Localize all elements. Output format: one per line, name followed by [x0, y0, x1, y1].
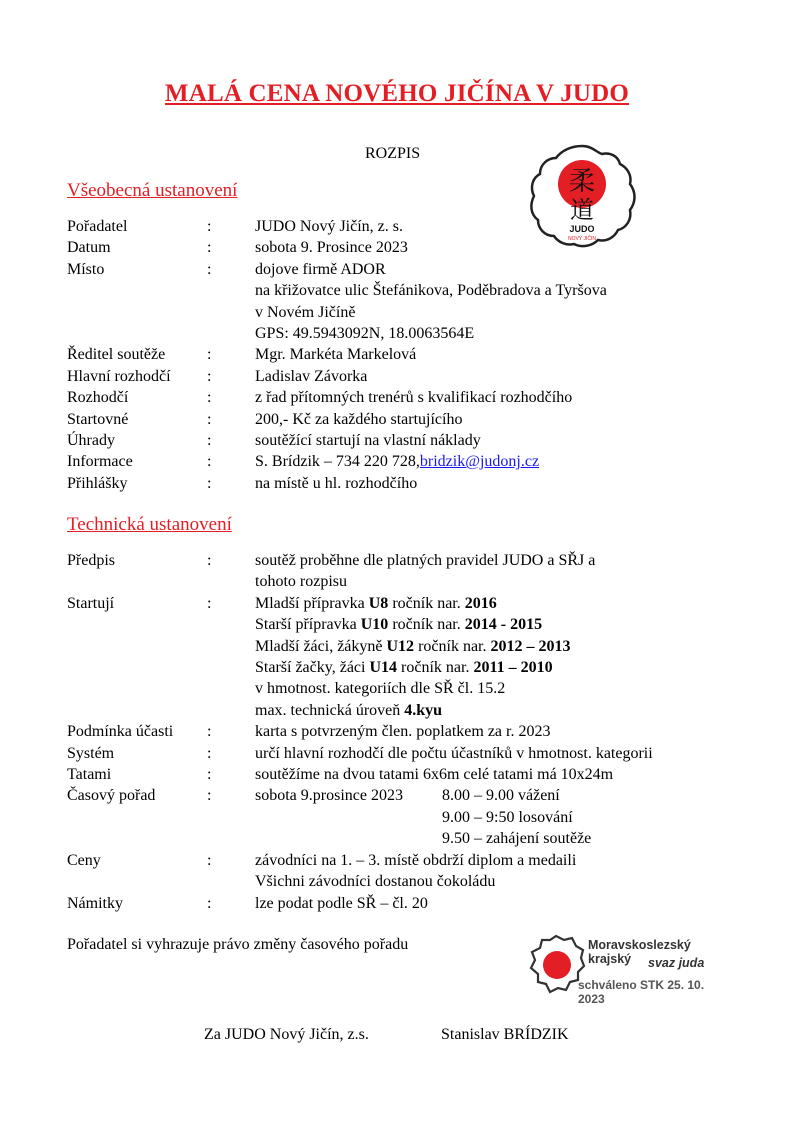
row-namitky: Námitky : lze podat podle SŘ – čl. 20 [67, 894, 428, 912]
stamp-emblem-icon [526, 932, 586, 998]
document-title: MALÁ CENA NOVÉHO JIČÍNA V JUDO [164, 80, 630, 107]
row-misto: Místo : dojove firmě ADOR na křižovatce ulic Štefánikova, Poděbradova a Tyršova v Novém Jičíně GPS: 49.5943092N, 18.0063564E [67, 260, 607, 343]
technical-level: max. technická úroveň 4.kyu [255, 701, 443, 719]
organizer-note: Pořadatel si vyhrazuje právo změny časového pořadu [67, 936, 409, 953]
general-heading: Všeobecná ustanovení [67, 180, 238, 201]
row-predpis: Předpis : soutěž proběhne dle platných pravidel JUDO a SŘJ a tohoto rozpisu [67, 552, 596, 591]
row-tatami: Tatami : soutěžíme na dvou tatami 6x6m celé tatami má 10x24m [67, 766, 614, 784]
category-u8: Mladší přípravka U8 ročník nar. 2016 [255, 594, 497, 612]
row-system: Systém : určí hlavní rozhodčí dle počtu účastníků v hmotnost. kategorii [67, 744, 653, 762]
category-u14: Starší žačky, žáci U14 ročník nar. 2011 – 2010 [255, 659, 553, 677]
row-prihlasky: Přihlášky : na místě u hl. rozhodčího [67, 474, 418, 492]
logo-text: JUDO [569, 224, 595, 234]
document-subtitle: ROZPIS [365, 145, 421, 162]
signature-org: Za JUDO Nový Jičín, z.s. [204, 1026, 369, 1043]
technical-heading: Technická ustanovení [67, 514, 232, 535]
row-ceny: Ceny : závodníci na 1. – 3. místě obdrží diplom a medaili Všichni závodníci dostanou čokoládu [67, 851, 577, 891]
row-hlavni-rozhodci: Hlavní rozhodčí : Ladislav Závorka [67, 367, 368, 385]
general-section [67, 216, 607, 494]
row-startovne: Startovné : 200,- Kč za každého startujícího [67, 410, 463, 428]
row-casovy-porad: Časový pořad : sobota 9.prosince 2023 8.00 – 9.00 vážení 9.00 – 9:50 losování 9.50 – zahájení soutěže [67, 787, 592, 848]
row-podminka: Podmínka účasti : karta s potvrzeným člen. poplatkem za r. 2023 [67, 723, 551, 741]
email-link[interactable]: bridzik@judonj.cz [419, 453, 540, 471]
category-u12: Mladší žáci, žákyně U12 ročník nar. 2012 – 2013 [255, 637, 571, 655]
row-startuji: Startují : Mladší přípravka U8 ročník nar. 2016 Starší přípravka U10 ročník nar. 2014 - 2015 Mladší žáci, žákyně U12 ročník nar. 2012 – 2013 Starší žačky, žáci U14 ročník nar. 2011 – 2010 v hmotnost. kategoriích dle SŘ čl. 15.2 max. technická úroveň 4.kyu [67, 593, 653, 721]
row-informace: Informace : S. Brídzik – 734 220 728,bridzik@judonj.cz [67, 453, 540, 471]
category-u10: Starší přípravka U10 ročník nar. 2014 - 2015 [255, 616, 543, 634]
approval-stamp: Moravskoslezský krajský svaz juda schváleno STK 25. 10. 2023 [526, 932, 726, 998]
logo-subtext: NOVÝ JIČÍN [567, 236, 597, 242]
row-datum: Datum : sobota 9. Prosince 2023 [67, 239, 408, 257]
row-reditel: Ředitel soutěže : Mgr. Markéta Markelová [67, 346, 417, 364]
technical-section [67, 550, 653, 914]
row-uhrady: Úhrady : soutěžící startují na vlastní náklady [67, 432, 481, 450]
svg-text:道: 道 [570, 196, 594, 224]
signature-name: Stanislav BRÍDZIK [441, 1026, 569, 1043]
row-rozhodci: Rozhodčí : z řad přítomných trenérů s kvalifikací rozhodčího [67, 389, 573, 407]
row-poradatel: Pořadatel : JUDO Nový Jičín, z. s. [67, 218, 403, 235]
svg-text:柔: 柔 [568, 167, 596, 197]
